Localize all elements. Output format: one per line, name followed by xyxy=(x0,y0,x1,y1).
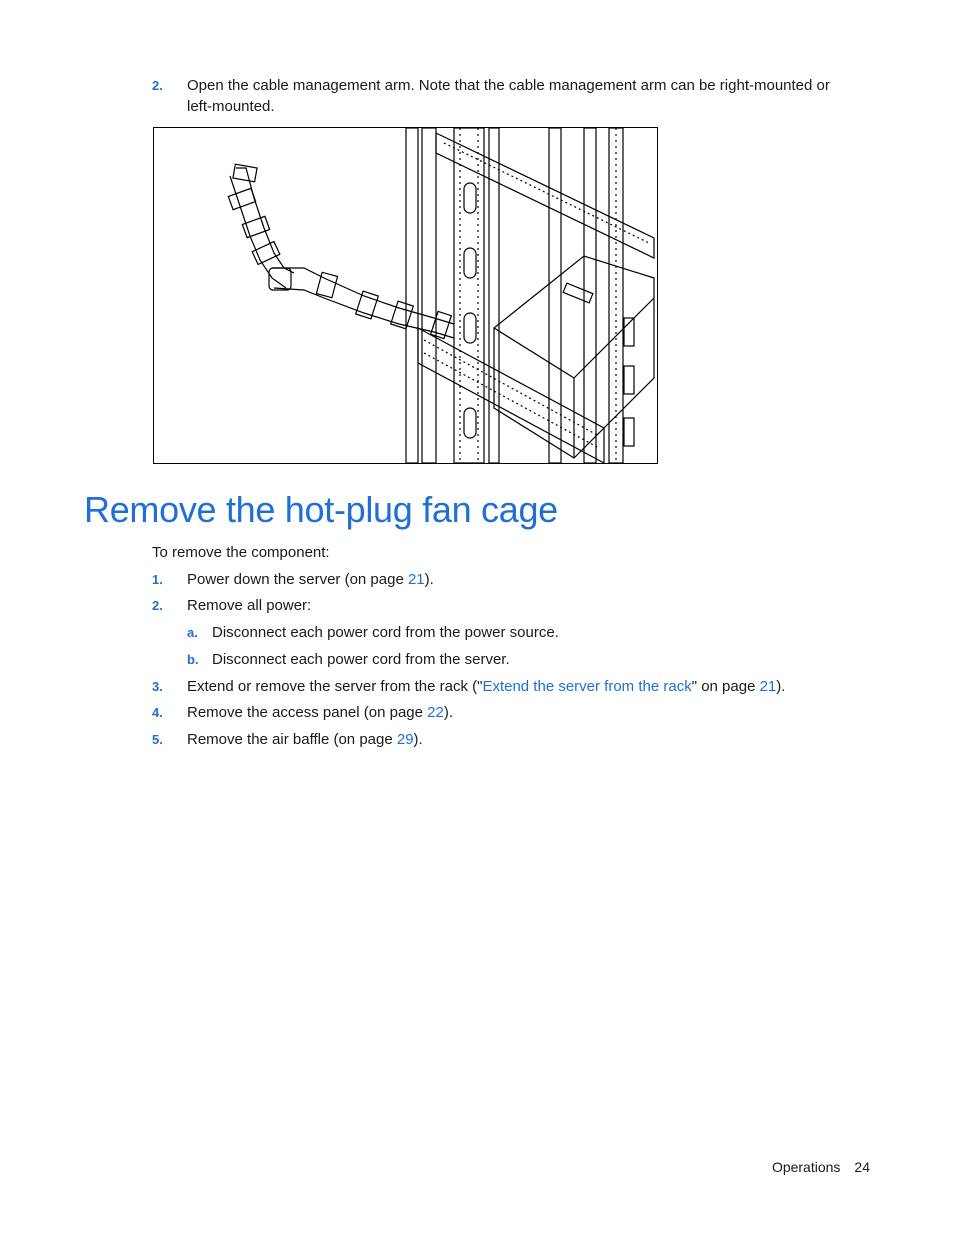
step-text: Power down the server (on page 21). xyxy=(187,571,434,588)
topic-link[interactable]: Extend the server from the rack xyxy=(482,678,692,695)
section-intro: To remove the component: xyxy=(152,544,330,561)
page-link[interactable]: 22 xyxy=(427,704,444,721)
step-text: Remove the access panel (on page 22). xyxy=(187,704,454,721)
step-text: Remove all power: xyxy=(187,597,312,614)
footer-section: Operations xyxy=(771,1159,841,1175)
substep-letter: b. xyxy=(187,652,199,667)
step-number: 2. xyxy=(152,598,163,613)
substep-text: Disconnect each power cord from the power source. xyxy=(212,624,559,641)
page-link[interactable]: 21 xyxy=(759,678,777,695)
substep-letter: a. xyxy=(187,625,198,640)
page-number: 24 xyxy=(854,1159,870,1175)
substep-text: Disconnect each power cord from the server. xyxy=(212,651,510,668)
page-footer xyxy=(772,1157,870,1177)
step-text: Open the cable management arm. Note that the cable management arm can be right-mounted or left-mounted. xyxy=(187,77,830,115)
page-link[interactable]: 29 xyxy=(396,731,414,748)
step-number: 2. xyxy=(152,78,163,93)
page-link[interactable]: 21 xyxy=(407,571,425,588)
step-text: Remove the air baffle (on page 29). xyxy=(187,731,423,748)
step-number: 5. xyxy=(152,732,163,747)
step-number: 4. xyxy=(152,705,163,720)
cable-management-arm-illustration xyxy=(153,127,658,464)
step-number: 1. xyxy=(152,572,163,587)
step-number: 3. xyxy=(152,679,163,694)
section-title: Remove the hot-plug fan cage xyxy=(84,489,558,530)
rack-line-drawing xyxy=(154,128,657,463)
step-text: Extend or remove the server from the rack ("Extend the server from the rack" on page 21). xyxy=(187,678,786,695)
